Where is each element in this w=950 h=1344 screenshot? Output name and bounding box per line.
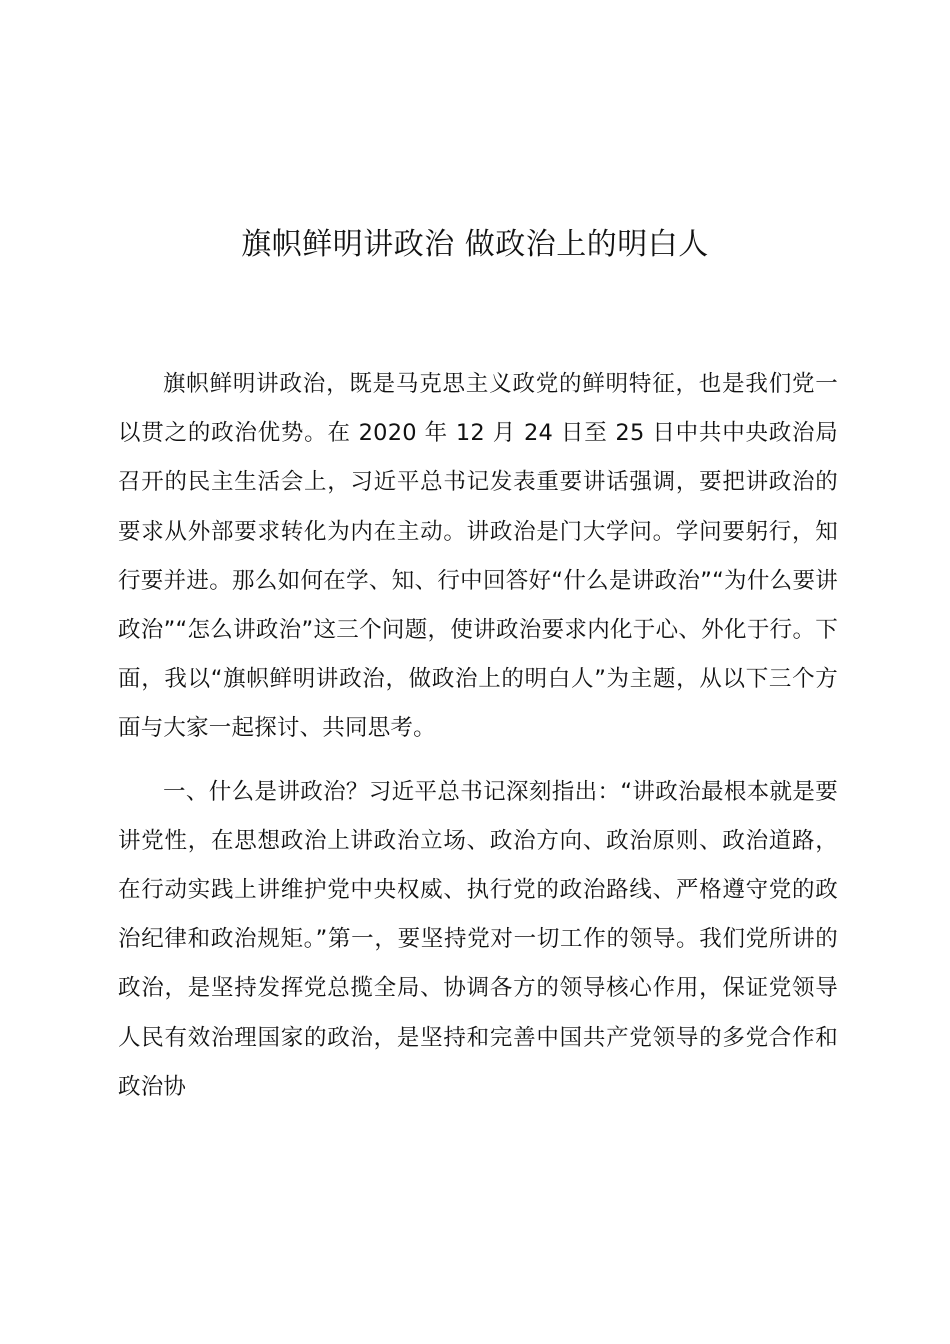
paragraph-intro: 旗帜鲜明讲政治，既是马克思主义政党的鲜明特征，也是我们党一以贯之的政治优势。在 2020 年 12 月 24 日至 25 日中共中央政治局召开的民主生活会上，习近平总书记发表重要讲话强调，要把讲政治的要求从外部要求转化为内在主动。讲政治是门大学问。学问要躬行，知行要并进。那么如何在学、知、行中回答好“什么是讲政治”“为什么要讲政治”“怎么讲政治”这三个问题，使讲政治要求内化于心、外化于行。下面，我以“旗帜鲜明讲政治，做政治上的明白人”为主题，从以下三个方面与大家一起探讨、共同思考。 bbox=[118, 371, 838, 742]
document-title: 旗帜鲜明讲政治 做政治上的明白人 bbox=[241, 227, 709, 262]
paragraph-section-one: 一、什么是讲政治？习近平总书记深刻指出：“讲政治最根本就是要讲党性，在思想政治上讲政治立场、政治方向、政治原则、政治道路，在行动实践上讲维护党中央权威、执行党的政治路线、严格遵守党的政治纪律和政治规矩。”第一，要坚持党对一切工作的领导。我们党所讲的政治，是坚持发挥党总揽全局、协调各方的领导核心作用，保证党领导人民有效治理国家的政治，是坚持和完善中国共产党领导的多党合作和政治协 bbox=[118, 778, 838, 1100]
document-body bbox=[118, 360, 838, 1126]
